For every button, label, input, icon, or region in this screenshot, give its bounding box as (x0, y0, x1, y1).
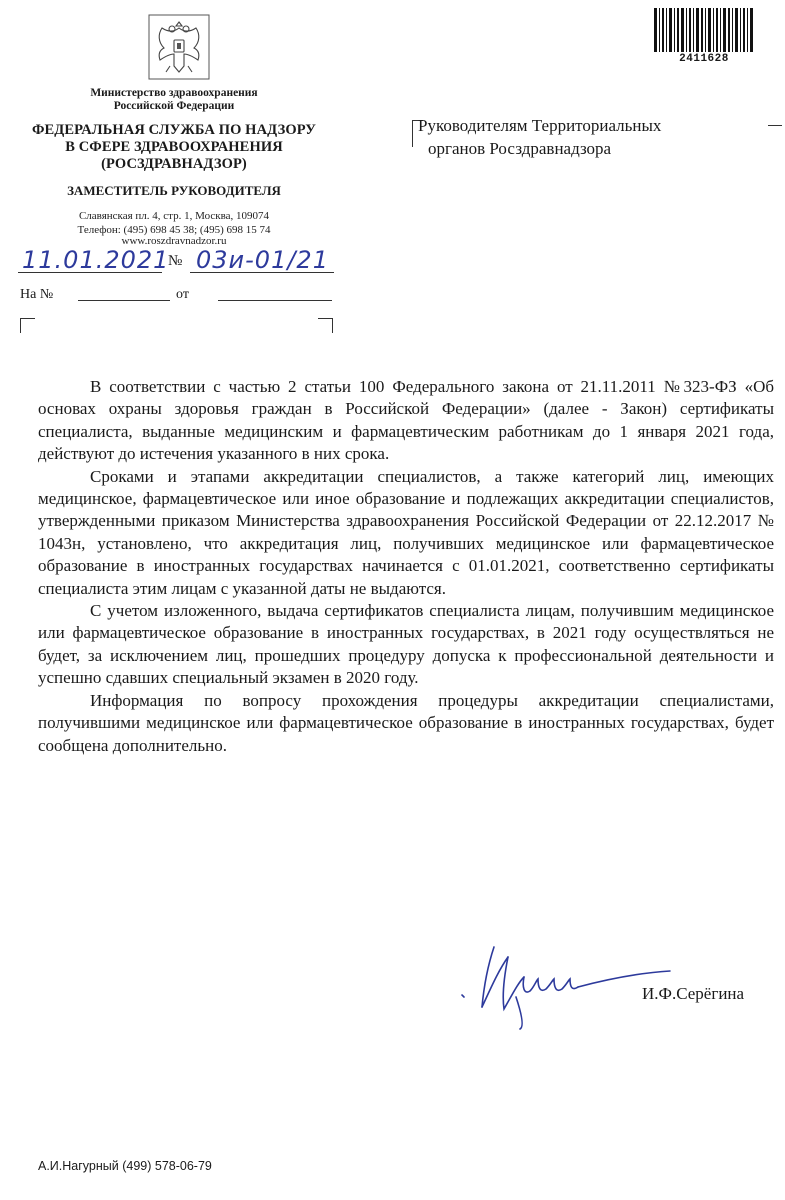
service-name-line3: (РОСЗДРАВНАДЗОР) (101, 156, 247, 172)
number-sign: № (168, 253, 183, 269)
barcode (654, 8, 754, 52)
reference-number-line (78, 300, 170, 301)
registration-number: 03и-01/21 (196, 246, 329, 274)
paragraph-3: С учетом изложенного, выдача сертификатов специалиста лицам, получившим медицинское или фармацевтическое образование в иностранных государствах, в 2021 году осуществляться не будет, за исключением лиц, прошедших процедуру допуска к профессиональной деятельности и успешно сдавших специальный экзамен в 2020 году. (38, 601, 774, 688)
reference-date-line (218, 300, 332, 301)
handwritten-signature (458, 935, 770, 1030)
coat-of-arms-emblem (148, 14, 210, 80)
paragraph-2: Сроками и этапами аккредитации специалистов, а также категорий лиц, имеющих медицинское, фармацевтическое или иное образование и подлежащих аккредитации специалистов, утвержденными приказом Министерства здравоохранения Российской Федерации от 22.12.2017 № 1043н, установлено, что аккредитация лиц, получивших медицинское или фармацевтическое образование в иностранных государствах начинается с 01.01.2021, соответственно сертификаты специалиста этим лицам с указанной даты не выдаются. (38, 466, 774, 598)
contact-block (14, 210, 334, 249)
recipient-line1: Руководителям Территориальных (418, 116, 662, 135)
ministry-name-line2: Российской Федерации (113, 100, 235, 112)
signatory-name: И.Ф.Серёгина (642, 984, 745, 1003)
reference-number-label: На № (20, 287, 54, 302)
service-name (14, 122, 334, 173)
department-title: ЗАМЕСТИТЕЛЬ РУКОВОДИТЕЛЯ (67, 183, 281, 198)
website: www.roszdravnadzor.ru (121, 235, 227, 247)
recipient (418, 114, 758, 160)
barcode-number: 2411628 (679, 53, 729, 65)
recipient-line2: органов Росздравнадзора (428, 139, 612, 158)
phone: Телефон: (495) 698 45 38; (495) 698 15 74 (77, 223, 271, 236)
registration-date: 11.01.2021 (22, 246, 170, 274)
address: Славянская пл. 4, стр. 1, Москва, 109074 (78, 210, 270, 222)
service-name-line2: В СФЕРЕ ЗДРАВООХРАНЕНИЯ (65, 139, 283, 155)
date-underline (18, 272, 162, 273)
letter-body (38, 376, 774, 757)
corner-bracket-left (20, 318, 35, 333)
corner-bracket-right (318, 318, 333, 333)
executor-contact: А.И.Нагурный (499) 578-06-79 (38, 1159, 212, 1173)
recipient-dash (768, 125, 782, 126)
reference-date-label: от (176, 287, 189, 302)
paragraph-4: Информация по вопросу прохождения процедуры аккредитации специалистами, получившими медицинское или фармацевтическое образование в иностранных государствах, будет сообщена дополнительно. (38, 690, 774, 755)
ministry-name-line1: Министерство здравоохранения (90, 87, 258, 99)
number-underline (190, 272, 334, 273)
service-name-line1: ФЕДЕРАЛЬНАЯ СЛУЖБА ПО НАДЗОРУ (31, 122, 317, 138)
paragraph-1: В соответствии с частью 2 статьи 100 Федерального закона от 21.11.2011 №323-ФЗ «Об основах охраны здоровья граждан в Российской Федерации» (далее - Закон) сертификаты специалиста, выданные медицинским и фармацевтическим работникам до 1 января 2021 года, действуют до истечения указанного в них срока. (38, 377, 774, 464)
